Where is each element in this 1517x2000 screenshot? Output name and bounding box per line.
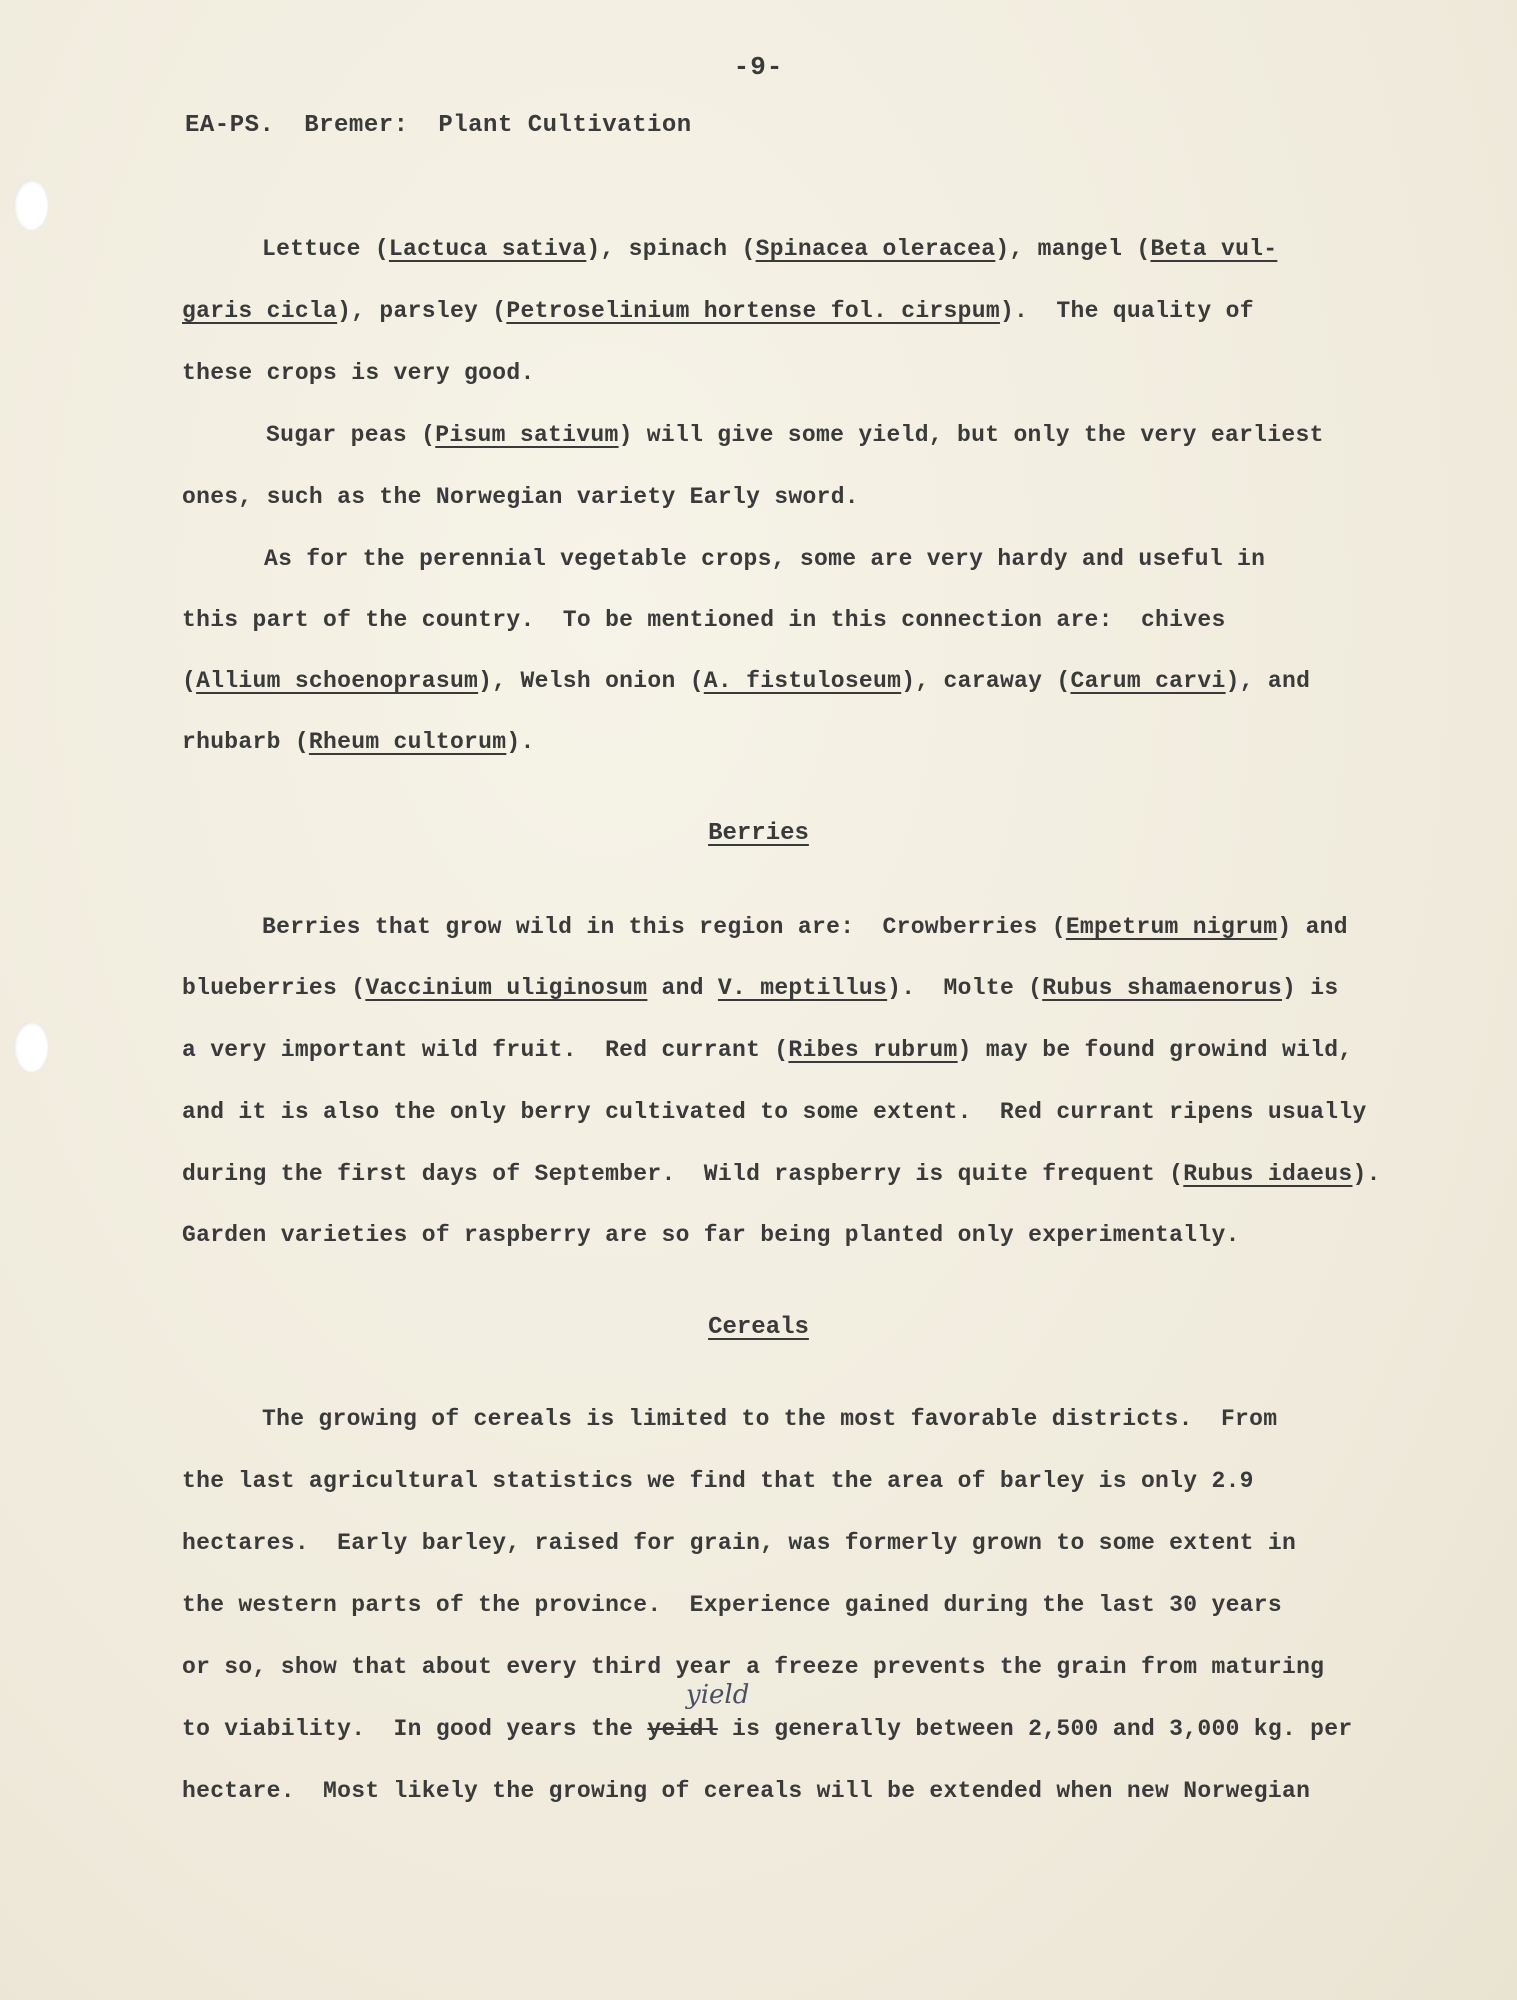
text-line: Sugar peas (Pisum sativum) will give some yield, but only the very earliest xyxy=(266,422,1324,448)
text-line: ones, such as the Norwegian variety Early sword. xyxy=(182,484,859,510)
text-line: Garden varieties of raspberry are so far being planted only experimentally. xyxy=(182,1222,1240,1248)
text-line: the last agricultural statistics we find that the area of barley is only 2.9 xyxy=(182,1468,1254,1494)
text-line: this part of the country. To be mentioned in this connection are: chives xyxy=(182,607,1226,633)
section-heading-berries: Berries xyxy=(708,820,809,847)
text-line: and it is also the only berry cultivated to some extent. Red currant ripens usually xyxy=(182,1099,1367,1125)
text-line: Berries that grow wild in this region are: Crowberries (Empetrum nigrum) and xyxy=(262,914,1348,940)
text-line: these crops is very good. xyxy=(182,360,535,386)
text-line: (Allium schoenoprasum), Welsh onion (A. fistuloseum), caraway (Carum carvi), and xyxy=(182,668,1311,694)
text-line: garis cicla), parsley (Petroselinium hortense fol. cirspum). The quality of xyxy=(182,298,1254,324)
handwritten-correction: yield xyxy=(686,1680,750,1710)
text-line: rhubarb (Rheum cultorum). xyxy=(182,729,535,755)
punch-hole xyxy=(14,1022,48,1072)
text-line: hectares. Early barley, raised for grain, was formerly grown to some extent in xyxy=(182,1530,1297,1556)
text-line: Lettuce (Lactuca sativa), spinach (Spinacea oleracea), mangel (Beta vul- xyxy=(262,236,1278,262)
text-line: a very important wild fruit. Red currant (Ribes rubrum) may be found growind wild, xyxy=(182,1037,1353,1063)
text-line: during the first days of September. Wild raspberry is quite frequent (Rubus idaeus). xyxy=(182,1161,1381,1187)
text-line: the western parts of the province. Experience gained during the last 30 years xyxy=(182,1592,1282,1618)
text-line: to viability. In good years the yeidl is generally between 2,500 and 3,000 kg. per xyxy=(182,1716,1353,1742)
text-line: or so, show that about every third year a freeze prevents the grain from maturing xyxy=(182,1654,1325,1680)
struck-word: yeidl xyxy=(647,1716,718,1742)
text-line: As for the perennial vegetable crops, some are very hardy and useful in xyxy=(264,546,1266,572)
page-header: EA-PS. Bremer: Plant Cultivation xyxy=(185,112,692,139)
text-line: The growing of cereals is limited to the most favorable districts. From xyxy=(262,1406,1278,1432)
text-line: blueberries (Vaccinium uliginosum and V. meptillus). Molte (Rubus shamaenorus) is xyxy=(182,975,1339,1001)
punch-hole xyxy=(14,180,48,230)
text-line: hectare. Most likely the growing of cereals will be extended when new Norwegian xyxy=(182,1778,1311,1804)
page-number: -9- xyxy=(733,52,784,82)
section-heading-cereals: Cereals xyxy=(708,1314,809,1341)
